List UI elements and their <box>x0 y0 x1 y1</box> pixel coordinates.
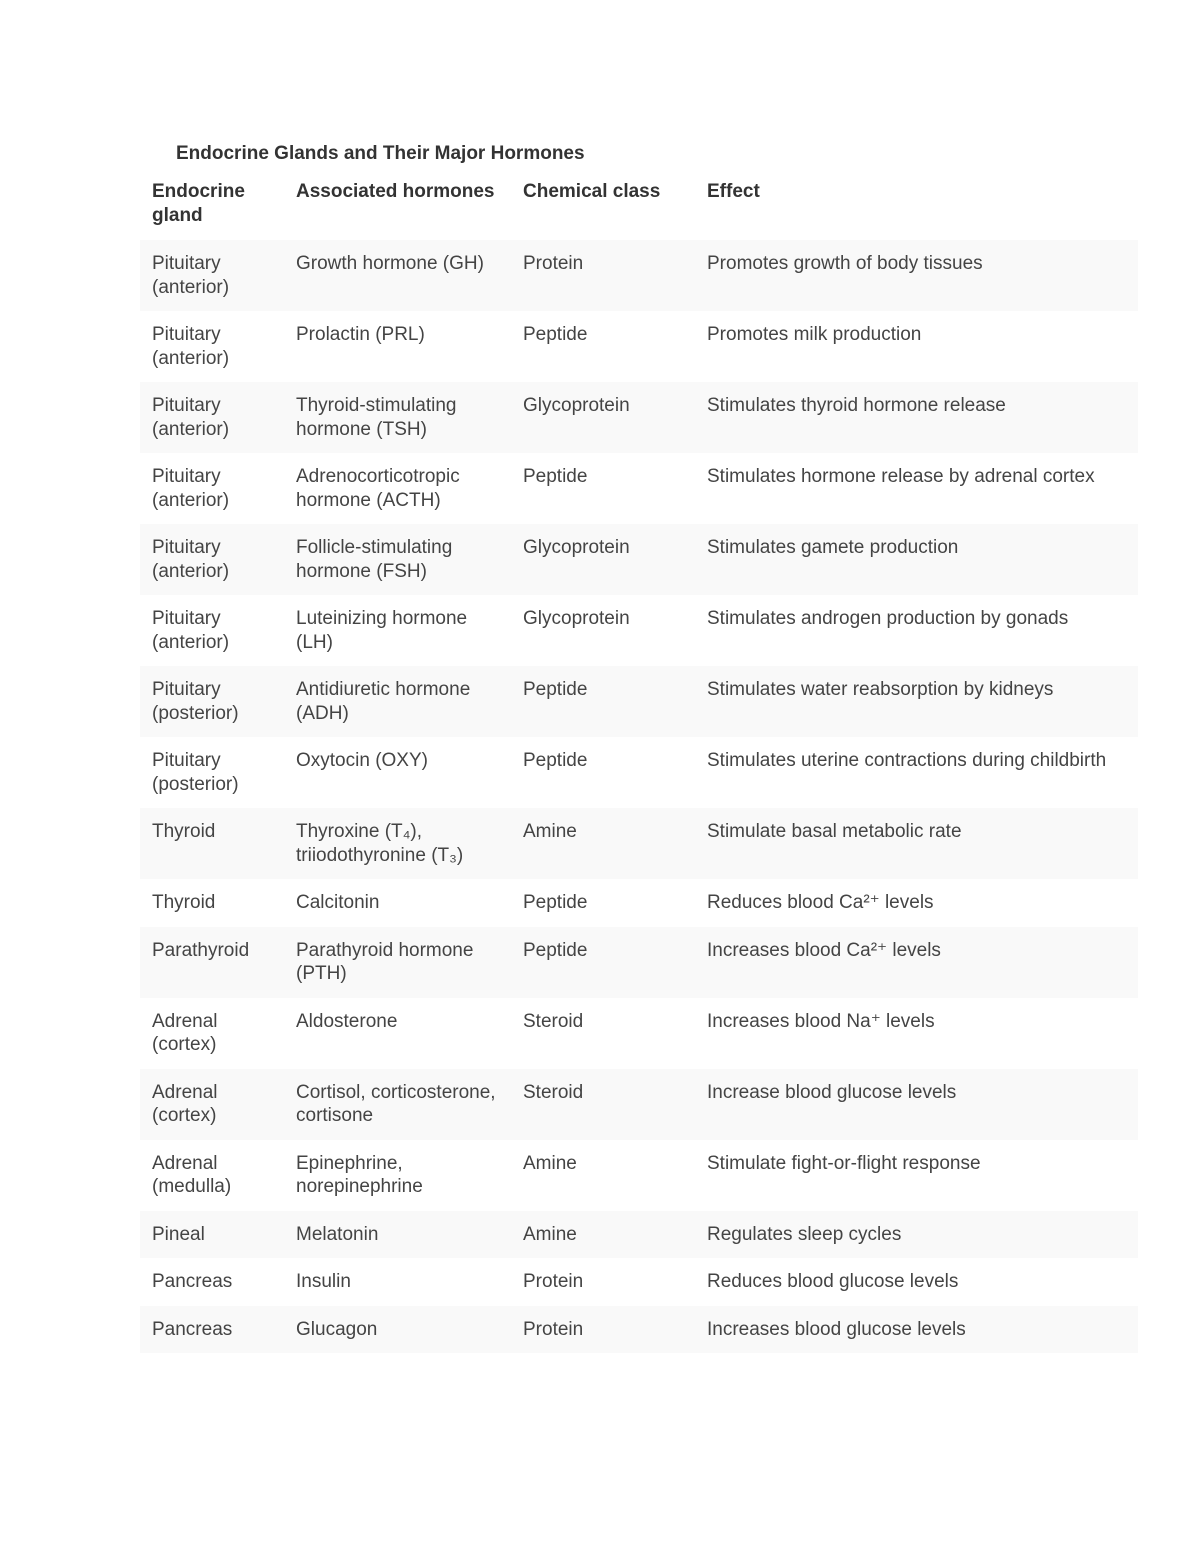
cell-effect: Stimulates thyroid hormone release <box>695 382 1138 453</box>
table-row <box>140 595 1138 666</box>
cell-endocrine-gland: Parathyroid <box>140 927 284 998</box>
cell-associated-hormones: Adrenocorticotropic hormone (ACTH) <box>284 453 511 524</box>
cell-endocrine-gland: Pituitary (posterior) <box>140 666 284 737</box>
cell-chemical-class: Peptide <box>511 927 695 998</box>
hormones-table <box>140 178 1138 1353</box>
cell-associated-hormones: Follicle-stimulating hormone (FSH) <box>284 524 511 595</box>
table-title: Endocrine Glands and Their Major Hormones <box>176 143 585 164</box>
cell-endocrine-gland: Thyroid <box>140 879 284 927</box>
cell-effect: Stimulates hormone release by adrenal cortex <box>695 453 1138 524</box>
cell-associated-hormones: Epinephrine, norepinephrine <box>284 1140 511 1211</box>
cell-associated-hormones: Insulin <box>284 1258 511 1306</box>
cell-associated-hormones: Calcitonin <box>284 879 511 927</box>
cell-effect: Stimulate basal metabolic rate <box>695 808 1138 879</box>
cell-effect: Increases blood glucose levels <box>695 1306 1138 1354</box>
cell-endocrine-gland: Pituitary (anterior) <box>140 524 284 595</box>
cell-associated-hormones: Thyroid-stimulating hormone (TSH) <box>284 382 511 453</box>
table-row <box>140 927 1138 998</box>
cell-chemical-class: Protein <box>511 240 695 311</box>
cell-endocrine-gland: Adrenal (medulla) <box>140 1140 284 1211</box>
table-row <box>140 524 1138 595</box>
cell-endocrine-gland: Pituitary (anterior) <box>140 240 284 311</box>
cell-endocrine-gland: Pituitary (anterior) <box>140 382 284 453</box>
cell-associated-hormones: Glucagon <box>284 1306 511 1354</box>
cell-endocrine-gland: Pancreas <box>140 1258 284 1306</box>
cell-effect: Stimulate fight-or-flight response <box>695 1140 1138 1211</box>
column-header-chemical-class: Chemical class <box>523 181 661 202</box>
cell-chemical-class: Protein <box>511 1306 695 1354</box>
cell-endocrine-gland: Adrenal (cortex) <box>140 998 284 1069</box>
table-row <box>140 1140 1138 1211</box>
cell-chemical-class: Peptide <box>511 879 695 927</box>
table-row <box>140 1211 1138 1259</box>
cell-endocrine-gland: Pituitary (anterior) <box>140 595 284 666</box>
cell-associated-hormones: Prolactin (PRL) <box>284 311 511 382</box>
cell-effect: Stimulates uterine contractions during childbirth <box>695 737 1138 808</box>
table-body <box>140 240 1138 1353</box>
cell-effect: Reduces blood glucose levels <box>695 1258 1138 1306</box>
cell-effect: Reduces blood Ca²⁺ levels <box>695 879 1138 927</box>
cell-chemical-class: Steroid <box>511 1069 695 1140</box>
cell-chemical-class: Glycoprotein <box>511 524 695 595</box>
cell-effect: Stimulates water reabsorption by kidneys <box>695 666 1138 737</box>
table-row <box>140 666 1138 737</box>
document-page <box>140 140 1138 1353</box>
cell-chemical-class: Peptide <box>511 737 695 808</box>
table-row <box>140 1258 1138 1306</box>
cell-effect: Stimulates gamete production <box>695 524 1138 595</box>
cell-endocrine-gland: Pancreas <box>140 1306 284 1354</box>
cell-associated-hormones: Parathyroid hormone (PTH) <box>284 927 511 998</box>
cell-associated-hormones: Antidiuretic hormone (ADH) <box>284 666 511 737</box>
cell-associated-hormones: Growth hormone (GH) <box>284 240 511 311</box>
cell-endocrine-gland: Adrenal (cortex) <box>140 1069 284 1140</box>
table-row <box>140 737 1138 808</box>
column-header-effect: Effect <box>707 181 760 202</box>
cell-effect: Stimulates androgen production by gonads <box>695 595 1138 666</box>
cell-endocrine-gland: Pituitary (anterior) <box>140 453 284 524</box>
cell-endocrine-gland: Pituitary (posterior) <box>140 737 284 808</box>
cell-chemical-class: Protein <box>511 1258 695 1306</box>
cell-effect: Promotes milk production <box>695 311 1138 382</box>
cell-chemical-class: Amine <box>511 808 695 879</box>
cell-endocrine-gland: Pineal <box>140 1211 284 1259</box>
cell-endocrine-gland: Pituitary (anterior) <box>140 311 284 382</box>
cell-associated-hormones: Cortisol, corticosterone, cortisone <box>284 1069 511 1140</box>
header-row <box>140 178 1138 240</box>
table-row <box>140 382 1138 453</box>
cell-effect: Promotes growth of body tissues <box>695 240 1138 311</box>
cell-chemical-class: Glycoprotein <box>511 595 695 666</box>
table-row <box>140 453 1138 524</box>
cell-associated-hormones: Thyroxine (T₄), triiodothyronine (T₃) <box>284 808 511 879</box>
cell-effect: Regulates sleep cycles <box>695 1211 1138 1259</box>
cell-associated-hormones: Melatonin <box>284 1211 511 1259</box>
table-row <box>140 240 1138 311</box>
table-header <box>140 178 1138 240</box>
cell-associated-hormones: Aldosterone <box>284 998 511 1069</box>
table-row <box>140 1306 1138 1354</box>
cell-endocrine-gland: Thyroid <box>140 808 284 879</box>
cell-chemical-class: Steroid <box>511 998 695 1069</box>
cell-chemical-class: Amine <box>511 1211 695 1259</box>
cell-effect: Increases blood Na⁺ levels <box>695 998 1138 1069</box>
cell-effect: Increases blood Ca²⁺ levels <box>695 927 1138 998</box>
table-row <box>140 998 1138 1069</box>
cell-associated-hormones: Oxytocin (OXY) <box>284 737 511 808</box>
table-row <box>140 808 1138 879</box>
cell-effect: Increase blood glucose levels <box>695 1069 1138 1140</box>
cell-associated-hormones: Luteinizing hormone (LH) <box>284 595 511 666</box>
cell-chemical-class: Peptide <box>511 311 695 382</box>
cell-chemical-class: Peptide <box>511 453 695 524</box>
cell-chemical-class: Amine <box>511 1140 695 1211</box>
column-header-associated-hormones: Associated hormones <box>296 181 495 202</box>
cell-chemical-class: Glycoprotein <box>511 382 695 453</box>
table-row <box>140 1069 1138 1140</box>
table-row <box>140 879 1138 927</box>
cell-chemical-class: Peptide <box>511 666 695 737</box>
table-row <box>140 311 1138 382</box>
column-header-endocrine-gland: Endocrine gland <box>152 181 245 226</box>
